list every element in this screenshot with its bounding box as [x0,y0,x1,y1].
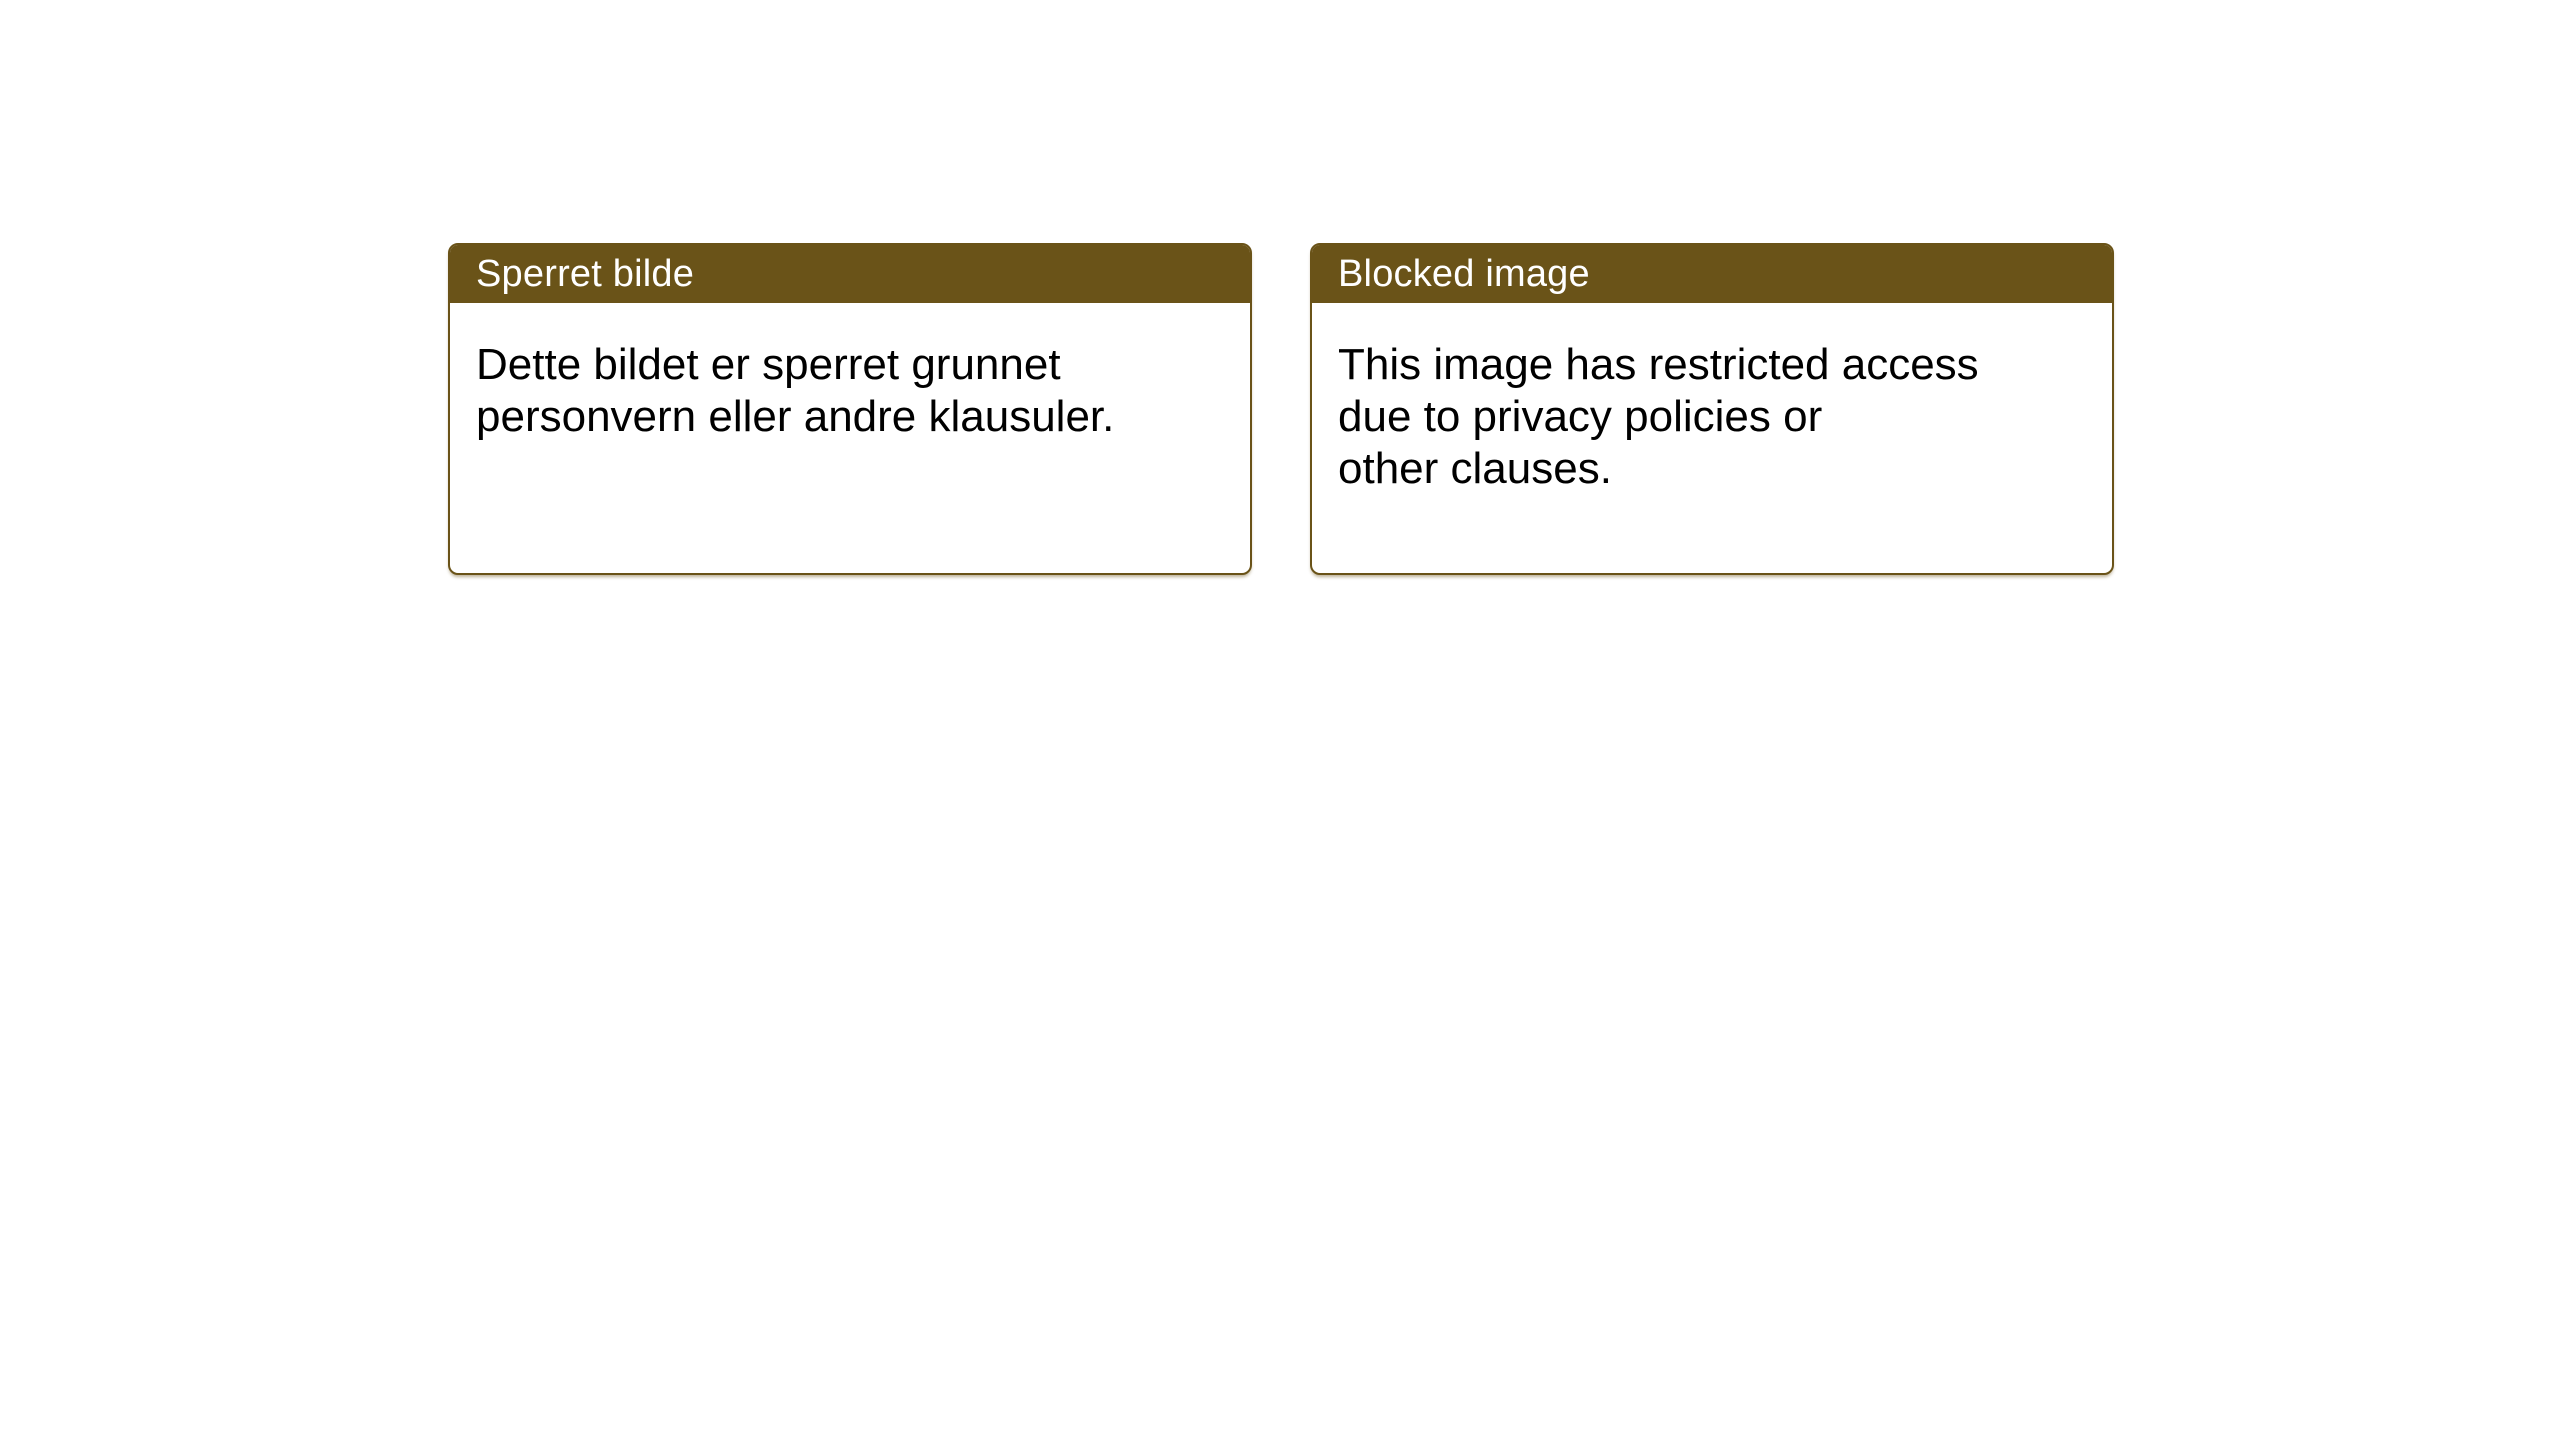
card-body [1312,303,2112,495]
body-line: due to privacy policies or [1338,392,1823,441]
card-title-blocked-image: Blocked image [1338,252,1590,295]
card-header [1312,245,2112,303]
notice-card-norwegian [448,243,1252,575]
body-line: This image has restricted access [1338,340,1979,389]
notice-card-english [1310,243,2114,575]
card-header [450,245,1250,303]
body-line: Dette bildet er sperret grunnet [476,340,1061,389]
blocked-image-notices [448,243,2114,575]
body-line: personvern eller andre klausuler. [476,392,1115,441]
card-body [450,303,1250,443]
card-title-sperret-bilde: Sperret bilde [476,252,695,295]
body-line: other clauses. [1338,444,1612,493]
